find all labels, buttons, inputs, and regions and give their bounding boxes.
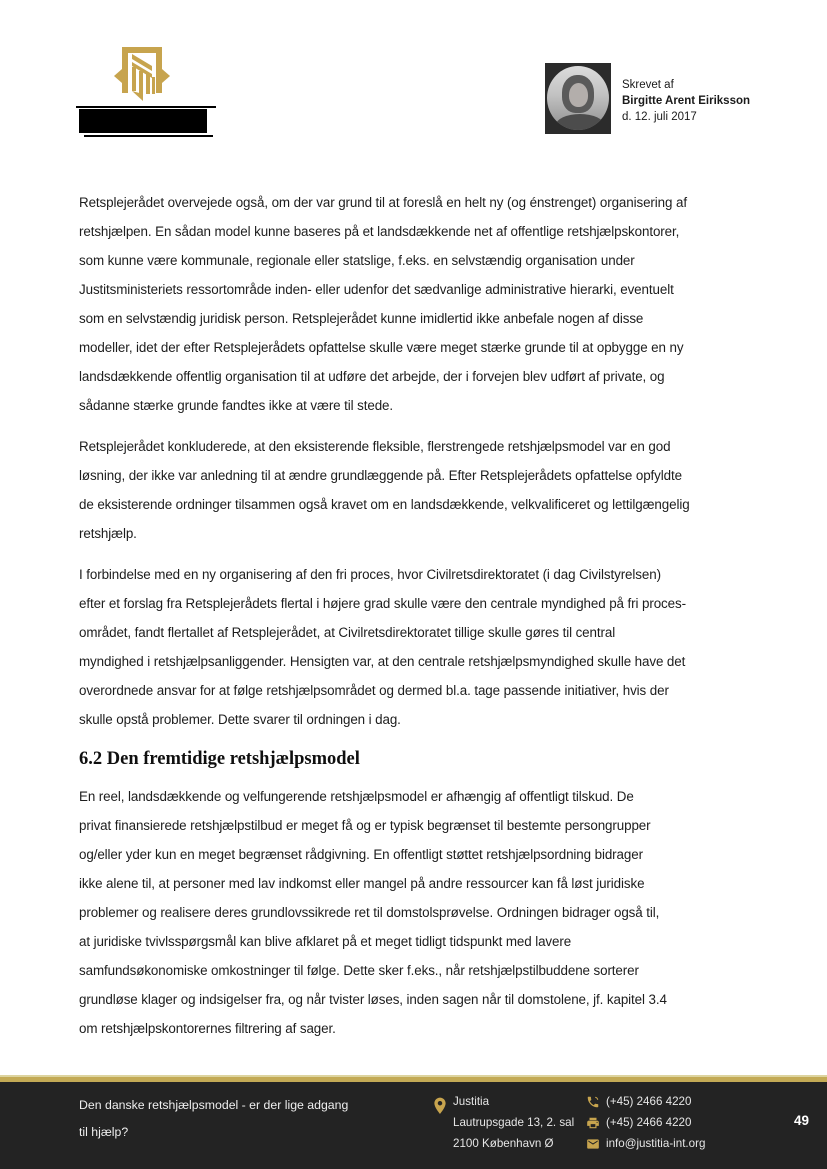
address-block (453, 1091, 574, 1154)
fax-number: (+45) 2466 4220 (606, 1116, 692, 1129)
location-pin-icon (433, 1097, 447, 1115)
logo-wordmark-band (79, 109, 207, 133)
paragraph (79, 188, 769, 420)
report-title (79, 1092, 348, 1146)
document-body (79, 188, 769, 1055)
logo-rule-bottom (84, 135, 213, 137)
text-line: Retsplejerådet overvejede også, om der var grund til at foreslå en helt ny (og énstrenget) organisering af (79, 195, 687, 210)
text-line: løsning, der ikke var anledning til at ændre grundlæggende på. Efter Retsplejerådets opfattelse opfyldte (79, 468, 682, 483)
report-title-line: Den danske retshjælpsmodel - er der lige adgang (79, 1098, 349, 1112)
fax-row (586, 1112, 705, 1133)
address-line: 2100 København Ø (453, 1137, 554, 1150)
phone-number: (+45) 2466 4220 (606, 1095, 692, 1108)
portrait-shoulders (556, 114, 604, 130)
text-line: grundløse klager og indsigelser fra, og når tvister løses, inden sagen når til domstolene, jf. kapitel 3.4 (79, 992, 667, 1007)
text-line: om retshjælpskontorernes filtrering af sager. (79, 1021, 336, 1036)
text-line: skulle opstå problemer. Dette svarer til ordningen i dag. (79, 712, 401, 727)
text-line: og/eller yder kun en meget begrænset rådgivning. En offentligt støttet retshjælpsordning bidrager (79, 847, 643, 862)
contact-block (586, 1091, 705, 1154)
text-line: landsdækkende offentlig organisation til at udføre det arbejde, der i forvejen blev udført af private, og (79, 369, 665, 384)
address-line: Justitia (453, 1095, 490, 1108)
text-line: Retsplejerådet konkluderede, at den eksisterende fleksible, flerstrengede retshjælpsmodel var en god (79, 439, 671, 454)
text-line: efter et forslag fra Retsplejerådets flertal i højere grad skulle være den centrale myndighed på fri proces- (79, 596, 686, 611)
email-row (586, 1133, 705, 1154)
text-line: I forbindelse med en ny organisering af den fri proces, hvor Civilretsdirektoratet (i dag Civilstyrelsen) (79, 567, 661, 582)
paragraph (79, 432, 769, 548)
author-photo (545, 63, 611, 134)
text-line: problemer og realisere deres grundlovssikrede ret til domstolsprøvelse. Ordningen bidrager også til, (79, 905, 660, 920)
byline-date: d. 12. juli 2017 (622, 111, 697, 123)
phone-row (586, 1091, 705, 1112)
author-portrait (547, 66, 609, 130)
footer (0, 1082, 827, 1169)
logo-rule-top (76, 106, 216, 108)
text-line: retshjælpen. En sådan model kunne baseres på et landsdækkende net af offentlige retshjælpskontorer, (79, 224, 680, 239)
text-line: Justitsministeriets ressortområde inden- eller udenfor det sædvanlige administrative hierarki, eventuelt (79, 282, 674, 297)
fax-icon (586, 1116, 600, 1130)
email-icon (586, 1137, 600, 1151)
author-name: Birgitte Arent Eiriksson (622, 95, 751, 107)
page-number: 49 (793, 1113, 809, 1128)
author-byline (622, 77, 750, 125)
text-line: En reel, landsdækkende og velfungerende retshjælpsmodel er afhængig af offentligt tilskud. De (79, 789, 634, 804)
text-line: de eksisterende ordninger tilsammen også kravet om en landsdækkende, velkvalificeret og lettilgængelig (79, 497, 690, 512)
text-line: modeller, idet der efter Retsplejerådets opfattelse skulle være meget stærke grunde til at opbygge en ny (79, 340, 684, 355)
report-title-line: til hjælp? (79, 1125, 129, 1139)
footer-gold-rule (0, 1075, 827, 1082)
justitia-logo-icon (109, 42, 175, 108)
text-line: som en selvstændig juridisk person. Retsplejerådet kunne imidlertid ikke anbefale nogen af disse (79, 311, 644, 326)
byline-prefix: Skrevet af (622, 79, 674, 91)
text-line: retshjælp. (79, 526, 137, 541)
phone-icon (586, 1095, 600, 1109)
text-line: ikke alene til, at personer med lav indkomst eller mangel på andre ressourcer kan få løst juridiske (79, 876, 645, 891)
text-line: området, fandt flertallet af Retsplejerådet, at Civilretsdirektoratet tillige skulle gøres til central (79, 625, 616, 640)
text-line: som kunne være kommunale, regionale eller statslige, f.eks. en selvstændig organisation under (79, 253, 635, 268)
text-line: samfundsøkonomiske omkostninger til følge. Dette sker f.eks., når retshjælpstilbuddene sorterer (79, 963, 639, 978)
email-address: info@justitia-int.org (606, 1137, 706, 1150)
paragraph (79, 560, 769, 734)
address-line: Lautrupsgade 13, 2. sal (453, 1116, 575, 1129)
text-line: at juridiske tvivlsspørgsmål kan blive afklaret på et meget tidligt tidspunkt med lavere (79, 934, 572, 949)
paragraph (79, 782, 769, 1043)
text-line: myndighed i retshjælpsanliggender. Hensigten var, at den centrale retshjælpsmyndighed skulle have det (79, 654, 686, 669)
section-heading: 6.2 Den fremtidige retshjælpsmodel (79, 749, 360, 769)
text-line: overordnede ansvar for at følge retshjælpsområdet og dermed bl.a. tage passende initiativer, hvis der (79, 683, 669, 698)
text-line: sådanne stærke grunde fandtes ikke at være til stede. (79, 398, 394, 413)
text-line: privat finansierede retshjælpstilbud er meget få og er typisk begrænset til bestemte persongrupper (79, 818, 651, 833)
